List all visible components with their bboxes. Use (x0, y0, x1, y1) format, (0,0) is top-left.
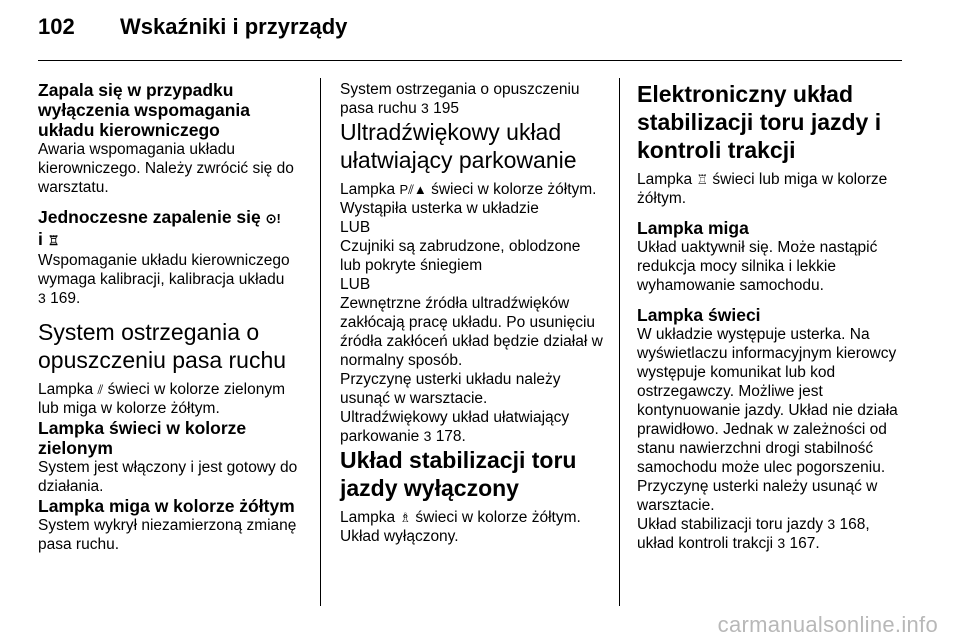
text-parking-lamp (340, 180, 605, 199)
reference-arrow-icon: 3 (423, 428, 432, 444)
parking-assist-icon: P⫽▲ (399, 182, 427, 197)
reference-arrow-icon: 3 (777, 535, 786, 551)
esp-icon: ♖ (47, 233, 60, 248)
text-lamp-lit: W układzie występuje usterka. Na wyświetlaczu informacyjnym kierowcy występuje komunikat lub kod ostrzegawczy. Możliwe jest kontynuowanie jazdy. Układ nie działa prawidłowo. Jednak w zależności od stanu nawierzchni drogi stabilność samochodu może ulec pogorszeniu. (637, 326, 898, 476)
reference-arrow-icon: 3 (421, 100, 429, 116)
text-parking-a: Lampka (340, 181, 400, 198)
page-reference[interactable]: 167. (789, 535, 820, 552)
text-parking-reference-body: Ultradźwiękowy układ ułatwiający parkowanie (340, 409, 570, 445)
heading-simultaneous (38, 207, 306, 251)
page-reference[interactable]: 169. (50, 290, 81, 307)
text-repair: Przyczynę usterki należy usunąć w warsztacie. (637, 478, 878, 514)
lane-departure-icon: ⫽ (97, 382, 104, 397)
watermark: carmanualsonline.info (717, 612, 938, 637)
text-disabled: Układ wyłączony. (340, 528, 459, 545)
page-reference[interactable]: 178. (435, 428, 466, 445)
text-fault: Wystąpiła usterka w układzie (340, 200, 539, 217)
text-references-a: Układ stabilizacji toru jazdy (637, 516, 828, 533)
esp-off-icon: ♗ (399, 510, 412, 525)
chapter-title: Wskaźniki i przyrządy (120, 14, 348, 39)
text-esp-b: świeci lub miga w kolorze żółtym. (637, 171, 888, 207)
reference-arrow-icon: 3 (38, 290, 46, 306)
text-calibration (38, 251, 306, 308)
text-lane-departure (38, 380, 306, 418)
text-references-b: układ kontroli trakcji (637, 535, 778, 552)
page-header (38, 14, 347, 44)
heading-esp-off: Układ stabilizacji toru jazdy wyłączony (340, 447, 577, 501)
steering-warning-icon: ⊙! (265, 211, 281, 226)
header-divider (38, 60, 902, 61)
text-yellow-blink: System wykrył niezamierzoną zmianę pasa ruchu. (38, 517, 297, 553)
page-reference[interactable]: 195 (433, 100, 459, 117)
heading-parking-assist: Ultradźwiękowy układ ułatwiający parkowanie (340, 119, 577, 173)
text-lane-a: Lampka (38, 381, 98, 398)
text-esp-off (340, 508, 605, 527)
column-1 (38, 80, 306, 554)
text-or-1: LUB (340, 219, 371, 236)
heading-yellow-blink: Lampka miga w kolorze żółtym (38, 496, 295, 516)
heading-simultaneous-text-a: Jednoczesne zapalenie się (38, 207, 266, 227)
text-esp-a: Lampka (637, 171, 697, 188)
text-esp-off-a: Lampka (340, 509, 400, 526)
esp-icon: ♖ (696, 172, 709, 187)
text-green: System jest włączony i jest gotowy do działania. (38, 459, 298, 495)
heading-lamp-lit: Lampka świeci (637, 305, 761, 325)
heading-simultaneous-text-b: i (38, 229, 48, 249)
heading-steering-off: Zapala się w przypadku wyłączenia wspomagania układu kierowniczego (38, 80, 251, 140)
text-lane-b: świeci w kolorze zielonym lub miga w kolorze żółtym. (38, 381, 286, 417)
heading-esp: Elektroniczny układ stabilizacji toru jazdy i kontroli trakcji (637, 81, 882, 163)
heading-lane-departure: System ostrzegania o opuszczeniu pasa ruchu (38, 319, 287, 373)
text-lane-reference (340, 80, 605, 118)
column-2 (340, 80, 605, 546)
column-3 (637, 80, 905, 553)
text-sensors: Czujniki są zabrudzone, oblodzone lub pokryte śniegiem (340, 238, 581, 274)
text-references (637, 515, 905, 553)
heading-green: Lampka świeci w kolorze zielonym (38, 418, 247, 458)
reference-arrow-icon: 3 (827, 516, 836, 532)
text-or-2: LUB (340, 276, 371, 293)
text-parking-b: świeci w kolorze żółtym. (426, 181, 597, 198)
text-external: Zewnętrzne źródła ultradźwięków zakłócają pracę układu. Po usunięciu źródła zakłóceń układ będzie działał w normalny sposób. (340, 295, 603, 369)
heading-lamp-blinks: Lampka miga (637, 218, 749, 238)
text-parking-reference (340, 408, 605, 446)
text-esp-lamp (637, 170, 905, 208)
text-workshop: Przyczynę usterki układu należy usunąć w warsztacie. (340, 371, 561, 407)
page-reference[interactable]: 168, (839, 516, 870, 533)
text-lamp-blinks: Układ uaktywnił się. Może nastąpić redukcja mocy silnika i lekkie wyhamowanie samochodu. (637, 239, 878, 294)
column-divider-2 (619, 78, 620, 606)
text-esp-off-b: świeci w kolorze żółtym. (411, 509, 581, 526)
text-calibration-body: Wspomaganie układu kierowniczego wymaga kalibracji, kalibracja układu (38, 252, 290, 288)
text-lane-reference-body: System ostrzegania o opuszczeniu pasa ruchu (340, 81, 580, 117)
page-number: 102 (38, 14, 75, 39)
column-divider-1 (320, 78, 321, 606)
text-steering-off: Awaria wspomagania układu kierowniczego. Należy zwrócić się do warsztatu. (38, 141, 294, 196)
